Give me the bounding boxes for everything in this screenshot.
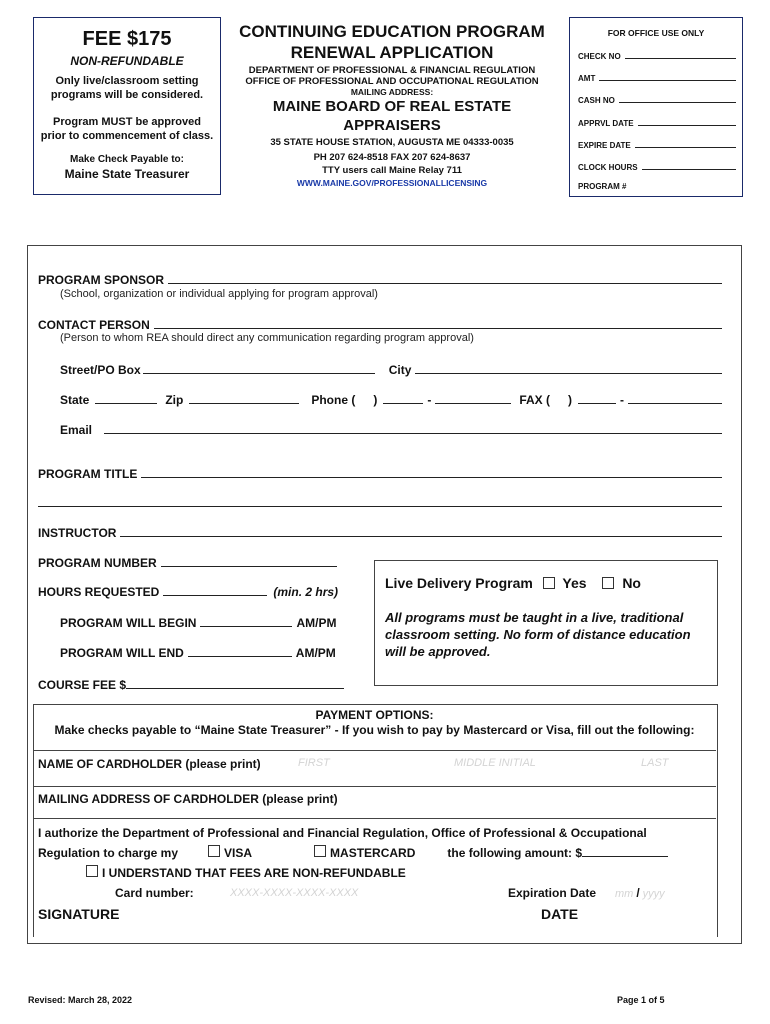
office-field-input[interactable] [625, 49, 736, 59]
live-delivery-label: Live Delivery Program [385, 575, 533, 591]
office-field-row [578, 160, 736, 182]
cardholder-address-label: MAILING ADDRESS OF CARDHOLDER (please print) [38, 792, 338, 806]
office-field-row [578, 93, 736, 115]
end-row [60, 645, 336, 660]
phone-prefix-input[interactable] [383, 392, 423, 404]
live-delivery-note: All programs must be taught in a live, traditional classroom setting. No form of distance education will be approved. [385, 610, 691, 659]
instructor-label: INSTRUCTOR [38, 526, 117, 540]
office-field-input[interactable] [642, 160, 736, 170]
office-field-label: EXPIRE DATE [578, 140, 631, 150]
hours-label: HOURS REQUESTED [38, 585, 160, 599]
authorize-row-2 [38, 845, 698, 860]
state-label: State [60, 393, 90, 407]
city-input[interactable] [415, 362, 722, 374]
office-field-row [578, 71, 736, 93]
understand-checkbox[interactable] [86, 865, 98, 877]
instructor-row [38, 525, 722, 540]
fee-box [33, 17, 221, 195]
cardholder-first-input[interactable]: FIRST [298, 757, 330, 769]
program-title-input-2[interactable] [38, 495, 722, 507]
office-field-input[interactable] [638, 116, 736, 126]
form-title-1: CONTINUING EDUCATION PROGRAM [239, 22, 545, 41]
fee-note-1: Only live/classroom setting [55, 75, 199, 87]
exp-month-input[interactable]: mm [615, 888, 634, 900]
exp-slash: / [636, 886, 640, 900]
yes-checkbox[interactable] [543, 577, 555, 589]
zip-input[interactable] [189, 392, 299, 404]
no-checkbox[interactable] [602, 577, 614, 589]
office-field-row [578, 116, 736, 138]
board-tty: TTY users call Maine Relay 711 [322, 165, 462, 176]
contact-person-hint: (Person to whom REA should direct any communication regarding program approval) [60, 332, 474, 344]
cardholder-last-input[interactable]: LAST [641, 757, 669, 769]
hours-row [38, 584, 338, 599]
program-title-row [38, 466, 722, 481]
state-zip-phone-row [60, 392, 722, 407]
program-sponsor-input[interactable] [168, 272, 722, 284]
understand-row [84, 865, 406, 880]
office-field-row [578, 138, 736, 160]
payment-box [33, 704, 718, 937]
board-name-2: APPRAISERS [343, 117, 441, 134]
contact-person-input[interactable] [154, 317, 722, 329]
fee-amount: FEE $175 [82, 28, 172, 50]
office-field-label: CASH NO [578, 96, 615, 106]
dept-line-2: OFFICE OF PROFESSIONAL AND OCCUPATIONAL REGULATION [245, 76, 539, 87]
visa-label: VISA [224, 846, 253, 860]
email-input[interactable] [104, 422, 722, 434]
hours-input[interactable] [163, 584, 267, 596]
fax-prefix-input[interactable] [578, 392, 616, 404]
revised-date: Revised: March 28, 2022 [28, 995, 133, 1005]
end-input[interactable] [188, 645, 292, 657]
begin-row [60, 615, 336, 630]
authorize-line-1: I authorize the Department of Professional and Financial Regulation, Office of Professional & Occupational [38, 826, 647, 840]
begin-input[interactable] [200, 615, 292, 627]
payment-divider-3 [33, 818, 716, 819]
exp-year-input[interactable]: yyyy [642, 888, 665, 900]
office-field-label: CLOCK HOURS [578, 162, 638, 172]
payment-divider-1 [33, 750, 716, 751]
course-fee-label: COURSE FEE $ [38, 678, 127, 692]
phone-close-paren: ) [373, 393, 378, 407]
mastercard-label: MASTERCARD [330, 846, 416, 860]
page-number: Page 1 of 5 [617, 995, 665, 1005]
board-address: 35 STATE HOUSE STATION, AUGUSTA ME 04333-0035 [270, 137, 514, 148]
date-label: DATE [541, 906, 579, 922]
visa-checkbox[interactable] [208, 845, 220, 857]
cardholder-middle-input[interactable]: MIDDLE INITIAL [454, 757, 536, 769]
course-fee-row [38, 677, 344, 692]
office-use-fields [578, 49, 736, 204]
board-phone: PH 207 624-8518 FAX 207 624-8637 [313, 152, 471, 163]
cardholder-address-input[interactable] [300, 790, 710, 816]
mailing-address-label: MAILING ADDRESS: [350, 87, 434, 97]
payment-title: PAYMENT OPTIONS: [315, 708, 434, 722]
dept-line-1: DEPARTMENT OF PROFESSIONAL & FINANCIAL REGULATION [248, 65, 536, 76]
office-use-box [569, 17, 743, 197]
live-delivery-row [385, 575, 641, 591]
authorize-line-2: Regulation to charge my [38, 846, 179, 860]
email-label: Email [60, 423, 93, 437]
amount-input[interactable] [582, 845, 668, 857]
course-fee-input[interactable] [126, 677, 344, 689]
form-title-2: RENEWAL APPLICATION [290, 43, 494, 62]
program-sponsor-hint: (School, organization or individual applying for program approval) [60, 288, 378, 300]
fee-note-4: prior to commencement of class. [40, 130, 214, 142]
street-city-row [60, 362, 722, 377]
state-input[interactable] [95, 392, 157, 404]
card-number-input[interactable]: XXXX-XXXX-XXXX-XXXX [230, 887, 359, 899]
contact-person-row [38, 317, 722, 332]
board-name-1: MAINE BOARD OF REAL ESTATE [272, 98, 512, 115]
street-label: Street/PO Box [60, 363, 141, 377]
program-number-row [38, 555, 337, 570]
zip-label: Zip [165, 393, 184, 407]
begin-label: PROGRAM WILL BEGIN [60, 616, 197, 630]
email-row [60, 422, 722, 437]
payable-to: Maine State Treasurer [64, 167, 190, 181]
program-number-input[interactable] [161, 555, 337, 567]
cardholder-label: NAME OF CARDHOLDER (please print) [38, 757, 261, 771]
program-sponsor-label: PROGRAM SPONSOR [38, 273, 165, 287]
board-website[interactable]: WWW.MAINE.GOV/PROFESSIONALLICENSING [296, 178, 488, 188]
non-refundable: NON-REFUNDABLE [70, 54, 184, 68]
office-field-row [578, 49, 736, 71]
office-field-input[interactable] [619, 93, 736, 103]
fax-area-input[interactable] [550, 393, 568, 404]
yes-label: Yes [562, 575, 587, 591]
fax-dash: - [620, 393, 625, 407]
phone-area-input[interactable] [355, 393, 373, 404]
city-label: City [388, 363, 412, 377]
office-field-label: APPRVL DATE [578, 118, 634, 128]
contact-person-label: CONTACT PERSON [38, 318, 150, 332]
hours-min-note: (min. 2 hrs) [273, 585, 339, 599]
office-field-label: AMT [578, 74, 596, 84]
phone-dash: - [427, 393, 432, 407]
expiration-label: Expiration Date [508, 886, 597, 900]
payment-instructions: Make checks payable to “Maine State Treasurer” - If you wish to pay by Mastercard or Visa, fill out the following: [54, 723, 695, 737]
street-input[interactable] [143, 362, 375, 374]
fee-note-3: Program MUST be approved [53, 116, 201, 128]
phone-line-input[interactable] [435, 392, 511, 404]
payable-label: Make Check Payable to: [70, 154, 184, 165]
office-field-label: PROGRAM # [578, 182, 627, 192]
fee-note-2: programs will be considered. [50, 89, 204, 101]
amount-label: the following amount: $ [447, 846, 583, 860]
office-field-label: CHECK NO [578, 52, 621, 61]
office-field-input[interactable] [599, 71, 736, 81]
office-field-row [578, 182, 736, 204]
phone-label: Phone ( [311, 393, 356, 407]
program-title-label: PROGRAM TITLE [38, 467, 138, 481]
live-delivery-box [374, 560, 718, 686]
program-sponsor-row [38, 272, 722, 287]
fax-close-paren: ) [568, 393, 573, 407]
end-label: PROGRAM WILL END [60, 646, 184, 660]
payment-divider-2 [33, 786, 716, 787]
mastercard-checkbox[interactable] [314, 845, 326, 857]
fax-label: FAX ( [519, 393, 551, 407]
office-field-input[interactable] [635, 138, 736, 148]
office-use-title: FOR OFFICE USE ONLY [607, 28, 705, 38]
card-number-label: Card number: [115, 886, 194, 900]
end-ampm: AM/PM [295, 646, 336, 660]
no-label: No [622, 575, 641, 591]
signature-label: SIGNATURE [38, 906, 120, 922]
expiration-row [615, 886, 665, 900]
program-title-input[interactable] [141, 466, 722, 478]
instructor-input[interactable] [120, 525, 722, 537]
begin-ampm: AM/PM [296, 616, 337, 630]
fax-line-input[interactable] [628, 392, 722, 404]
program-number-label: PROGRAM NUMBER [38, 556, 157, 570]
understand-label: I UNDERSTAND THAT FEES ARE NON-REFUNDABLE [102, 866, 406, 880]
